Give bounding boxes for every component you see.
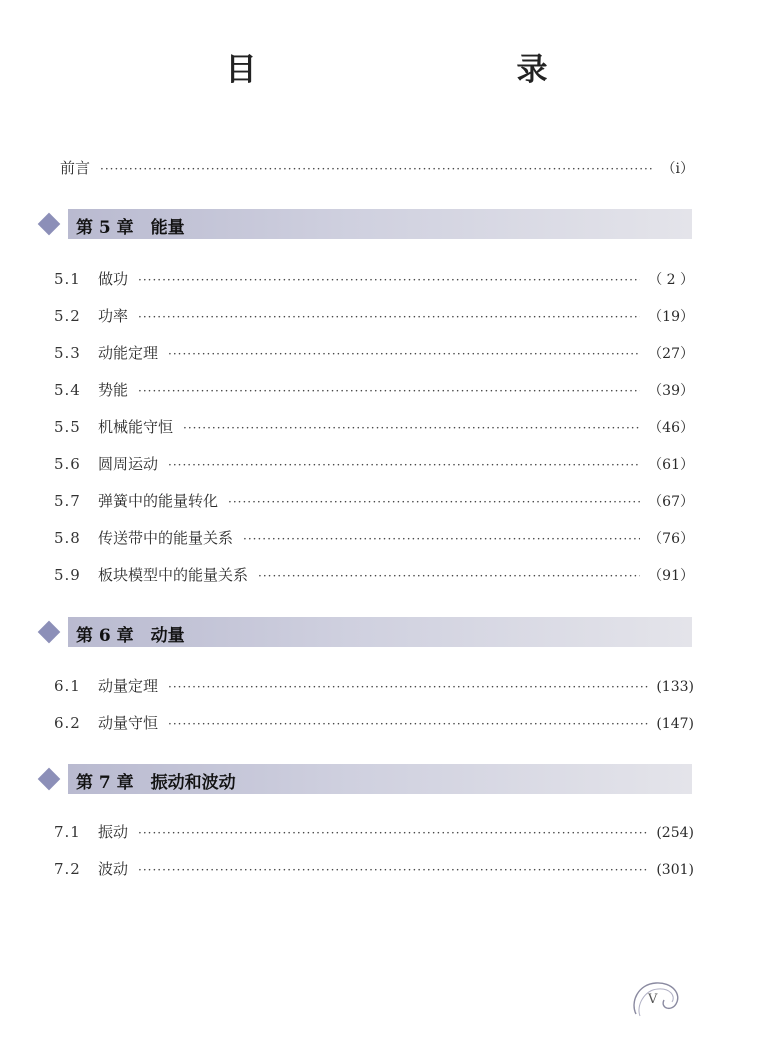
toc-entry[interactable] [54,416,694,438]
toc-page: （39） [648,383,694,399]
leader-dots [183,421,640,435]
toc-entry[interactable] [54,268,694,290]
toc-page: （91） [648,568,694,584]
chapter-label: 第 7 章 振动和波动 [76,773,236,793]
leader-dots [100,162,654,176]
toc-entry[interactable] [54,821,694,843]
toc-label: 波动 [98,860,129,878]
leader-dots [243,532,640,546]
toc-page: （ 2 ） [648,272,694,288]
toc-page: （67） [648,494,694,510]
page-number-ornament [628,978,684,1018]
section-number: 5.6 [54,455,81,473]
leader-dots [228,495,640,509]
toc-entry[interactable] [54,379,694,401]
toc-entry[interactable] [54,564,694,586]
chapter-heading[interactable] [38,764,698,794]
section-number: 7.1 [54,823,81,841]
toc-page: （ⅰ） [661,161,694,177]
chapter-bar [68,209,692,239]
toc-label: 机械能守恒 [98,418,174,436]
toc-page: (133) [656,679,694,695]
toc-label: 动能定理 [98,344,159,362]
leader-dots [168,458,640,472]
toc-entry[interactable] [54,712,694,734]
toc-label: 做功 [98,270,129,288]
toc-entry[interactable] [54,305,694,327]
section-number: 5.5 [54,418,81,436]
diamond-icon [38,213,61,236]
section-number: 5.3 [54,344,81,362]
section-number: 6.2 [54,714,81,732]
toc-label: 功率 [98,307,129,325]
section-number: 5.1 [54,270,81,288]
leader-dots [138,273,640,287]
toc-entry[interactable] [54,527,694,549]
toc-entry[interactable] [54,490,694,512]
leader-dots [138,310,640,324]
diamond-icon [38,768,61,791]
section-number: 5.9 [54,566,81,584]
toc-label: 弹簧中的能量转化 [98,492,219,510]
chapter-bar [68,617,692,647]
toc-page: （19） [648,309,694,325]
toc-entry[interactable] [54,675,694,697]
toc-entry-preface[interactable] [60,157,694,179]
leader-dots [138,384,640,398]
toc-page: (147) [656,716,694,732]
chapter-heading[interactable] [38,209,698,239]
toc-label: 势能 [98,381,129,399]
toc-label: 传送带中的能量关系 [98,529,234,547]
leader-dots [138,863,648,877]
chapter-label: 第 5 章 能量 [76,218,185,238]
toc-entry[interactable] [54,342,694,364]
chapter-label: 第 6 章 动量 [76,626,185,646]
section-number: 7.2 [54,860,81,878]
page-title: 目 录 [225,52,614,88]
section-number: 6.1 [54,677,81,695]
page-number: V [648,992,658,1007]
toc-entry[interactable] [54,453,694,475]
toc-page: （27） [648,346,694,362]
section-number: 5.7 [54,492,81,510]
toc-label: 动量定理 [98,677,159,695]
leader-dots [168,347,640,361]
toc-label: 前言 [60,159,91,177]
toc-label: 板块模型中的能量关系 [98,566,249,584]
toc-page: (301) [656,862,694,878]
toc-page: （76） [648,531,694,547]
section-number: 5.8 [54,529,81,547]
leader-dots [168,680,648,694]
toc-page: （61） [648,457,694,473]
toc-label: 振动 [98,823,129,841]
toc-label: 圆周运动 [98,455,159,473]
toc-page: (254) [656,825,694,841]
chapter-bar [68,764,692,794]
leader-dots [138,826,648,840]
chapter-heading[interactable] [38,617,698,647]
diamond-icon [38,621,61,644]
toc-page: （46） [648,420,694,436]
toc-label: 动量守恒 [98,714,159,732]
leader-dots [168,717,648,731]
section-number: 5.2 [54,307,81,325]
section-number: 5.4 [54,381,81,399]
leader-dots [258,569,640,583]
toc-entry[interactable] [54,858,694,880]
